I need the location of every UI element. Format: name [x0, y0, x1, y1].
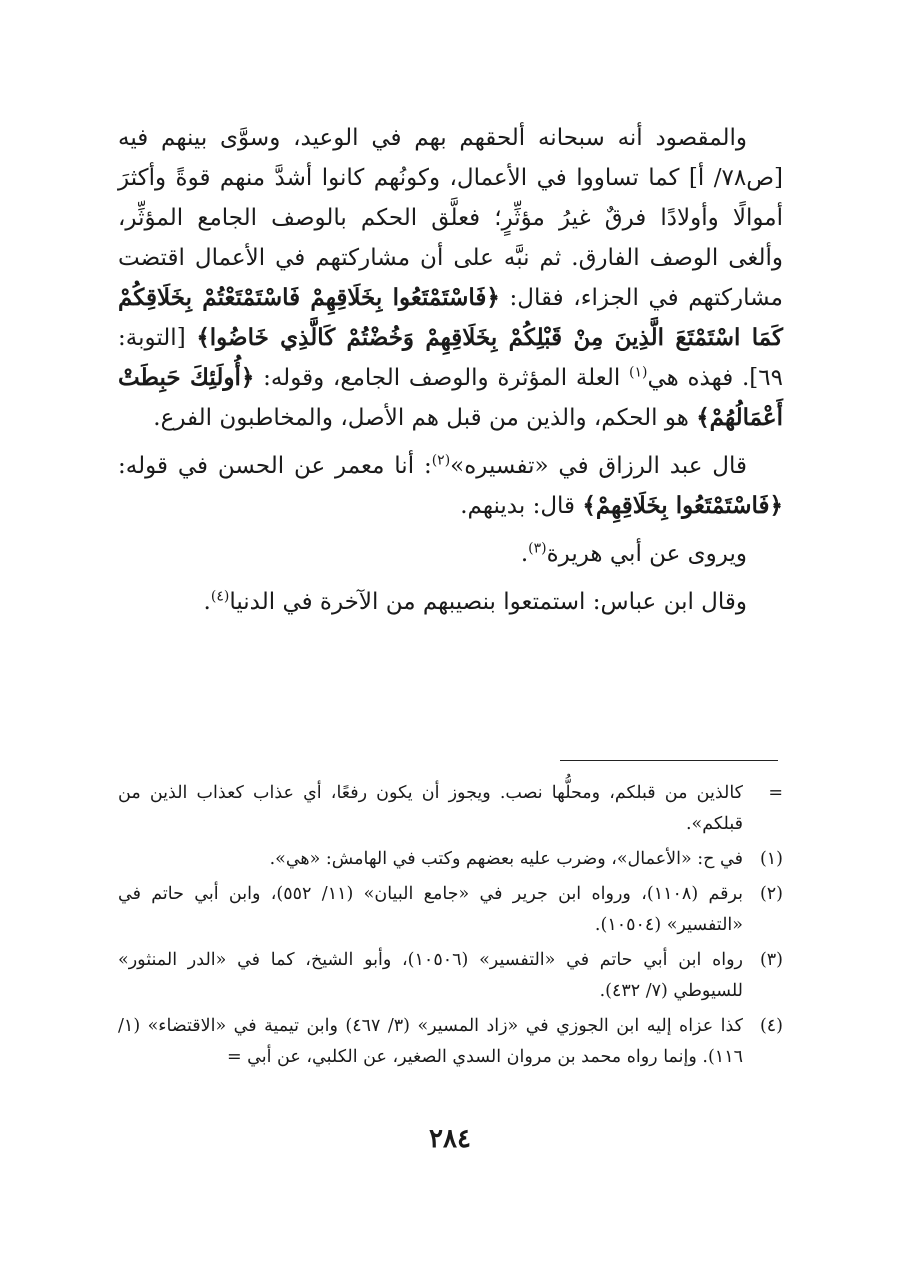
- footnote-ref-2[interactable]: (٢): [431, 452, 451, 469]
- footnote-2: [118, 879, 783, 941]
- footnote-text: في ح: «الأعمال»، وضرب عليه بعضهم وكتب في الهامش: «هي».: [269, 849, 743, 869]
- footnote-text: كذا عزاه إليه ابن الجوزي في «زاد المسير» (٣/ ٤٦٧) وابن تيمية في «الاقتضاء» (١/ ١١٦). وإنما رواه محمد بن مروان السدي الصغير، عن الكلبي، عن أبي =: [118, 1016, 743, 1067]
- footnote-separator: [560, 760, 778, 761]
- quran-verse-1: ﴿فَاسْتَمْتَعُوا بِخَلَاقِهِمْ فَاسْتَمْتَعْتُمْ بِخَلَاقِكُمْ كَمَا اسْتَمْتَعَ الَّذِينَ مِنْ قَبْلِكُمْ بِخَلَاقِهِمْ وَخُضْتُمْ كَالَّذِي خَاضُوا﴾: [118, 284, 783, 351]
- paragraph-3-text: ويروى عن أبي هريرة: [546, 541, 747, 567]
- footnote-ref-1[interactable]: (١): [629, 364, 648, 381]
- paragraph-2: [118, 446, 783, 526]
- footnote-4: [118, 1011, 783, 1073]
- paragraph-1-text-a: والمقصود أنه سبحانه ألحقهم بهم في الوعيد، وسوَّى بينهم فيه [ص٧٨/ أ] كما تساووا في الأعمال، وكونُهم كانوا أشدَّ منهم قوةً وأكثرَ أموالًا وأولادًا فرقٌ غيرُ مؤثِّرٍ؛ فعلَّق الحكم بالوصف الجامع المؤثِّر، وألغى الوصف الفارق. ثم نبَّه على أن مشاركتهم في الأعمال اقتضت مشاركتهم في الجزاء، فقال:: [118, 125, 784, 311]
- footnote-text: برقم (١١٠٨)، ورواه ابن جرير في «جامع البيان» (١١/ ٥٥٢)، وابن أبي حاتم في «التفسير» (١٠٥٠٤).: [118, 884, 744, 935]
- footnote-continuation: [118, 778, 783, 840]
- paragraph-2-text-c: قال: بدينهم.: [460, 493, 583, 519]
- paragraph-4-end: .: [203, 589, 211, 615]
- quran-verse-3: ﴿فَاسْتَمْتَعُوا بِخَلَاقِهِمْ﴾: [582, 492, 783, 519]
- footnote-3: [118, 945, 783, 1007]
- paragraph-3-end: .: [520, 541, 529, 567]
- paragraph-1: [118, 118, 783, 438]
- footnotes-section: [118, 778, 783, 1077]
- footnote-marker: =: [768, 783, 783, 803]
- footnote-marker: (٤): [759, 1016, 783, 1036]
- footnote-1: [118, 844, 783, 875]
- main-body-text: [118, 118, 783, 630]
- footnote-marker: (١): [759, 849, 783, 869]
- footnote-ref-4[interactable]: (٤): [210, 588, 230, 605]
- paragraph-1-text-b: [التوبة: ٦٩]. فهذه هي: [118, 325, 783, 391]
- paragraph-3: [118, 534, 783, 574]
- footnote-ref-3[interactable]: (٣): [528, 540, 547, 557]
- paragraph-4-text: وقال ابن عباس: استمتعوا بنصيبهم من الآخرة في الدنيا: [229, 589, 747, 615]
- page-number: ٢٨٤: [429, 1124, 471, 1154]
- paragraph-1-text-d: هو الحكم، والذين من قبل هم الأصل، والمخاطبون الفرع.: [153, 405, 697, 431]
- paragraph-4: [118, 582, 783, 622]
- footnote-text: كالذين من قبلكم، ومحلُّها نصب. ويجوز أن يكون رفعًا، أي عذاب كعذاب الذين من قبلكم».: [118, 783, 743, 834]
- paragraph-2-text-b: : أنا معمر عن الحسن في قوله:: [118, 453, 432, 479]
- footnote-marker: (٣): [759, 950, 783, 970]
- paragraph-2-text-a: قال عبد الرزاق في «تفسيره»: [450, 453, 748, 479]
- paragraph-1-text-c: العلة المؤثرة والوصف الجامع، وقوله:: [254, 365, 629, 391]
- footnote-text: رواه ابن أبي حاتم في «التفسير» (١٠٥٠٦)، وأبو الشيخ، كما في «الدر المنثور» للسيوطي (٧/ ٤٣٢).: [118, 950, 743, 1001]
- footnote-marker: (٢): [759, 884, 783, 904]
- quran-verse-2: ﴿أُولَئِكَ حَبِطَتْ أَعْمَالُهُمْ﴾: [118, 364, 783, 431]
